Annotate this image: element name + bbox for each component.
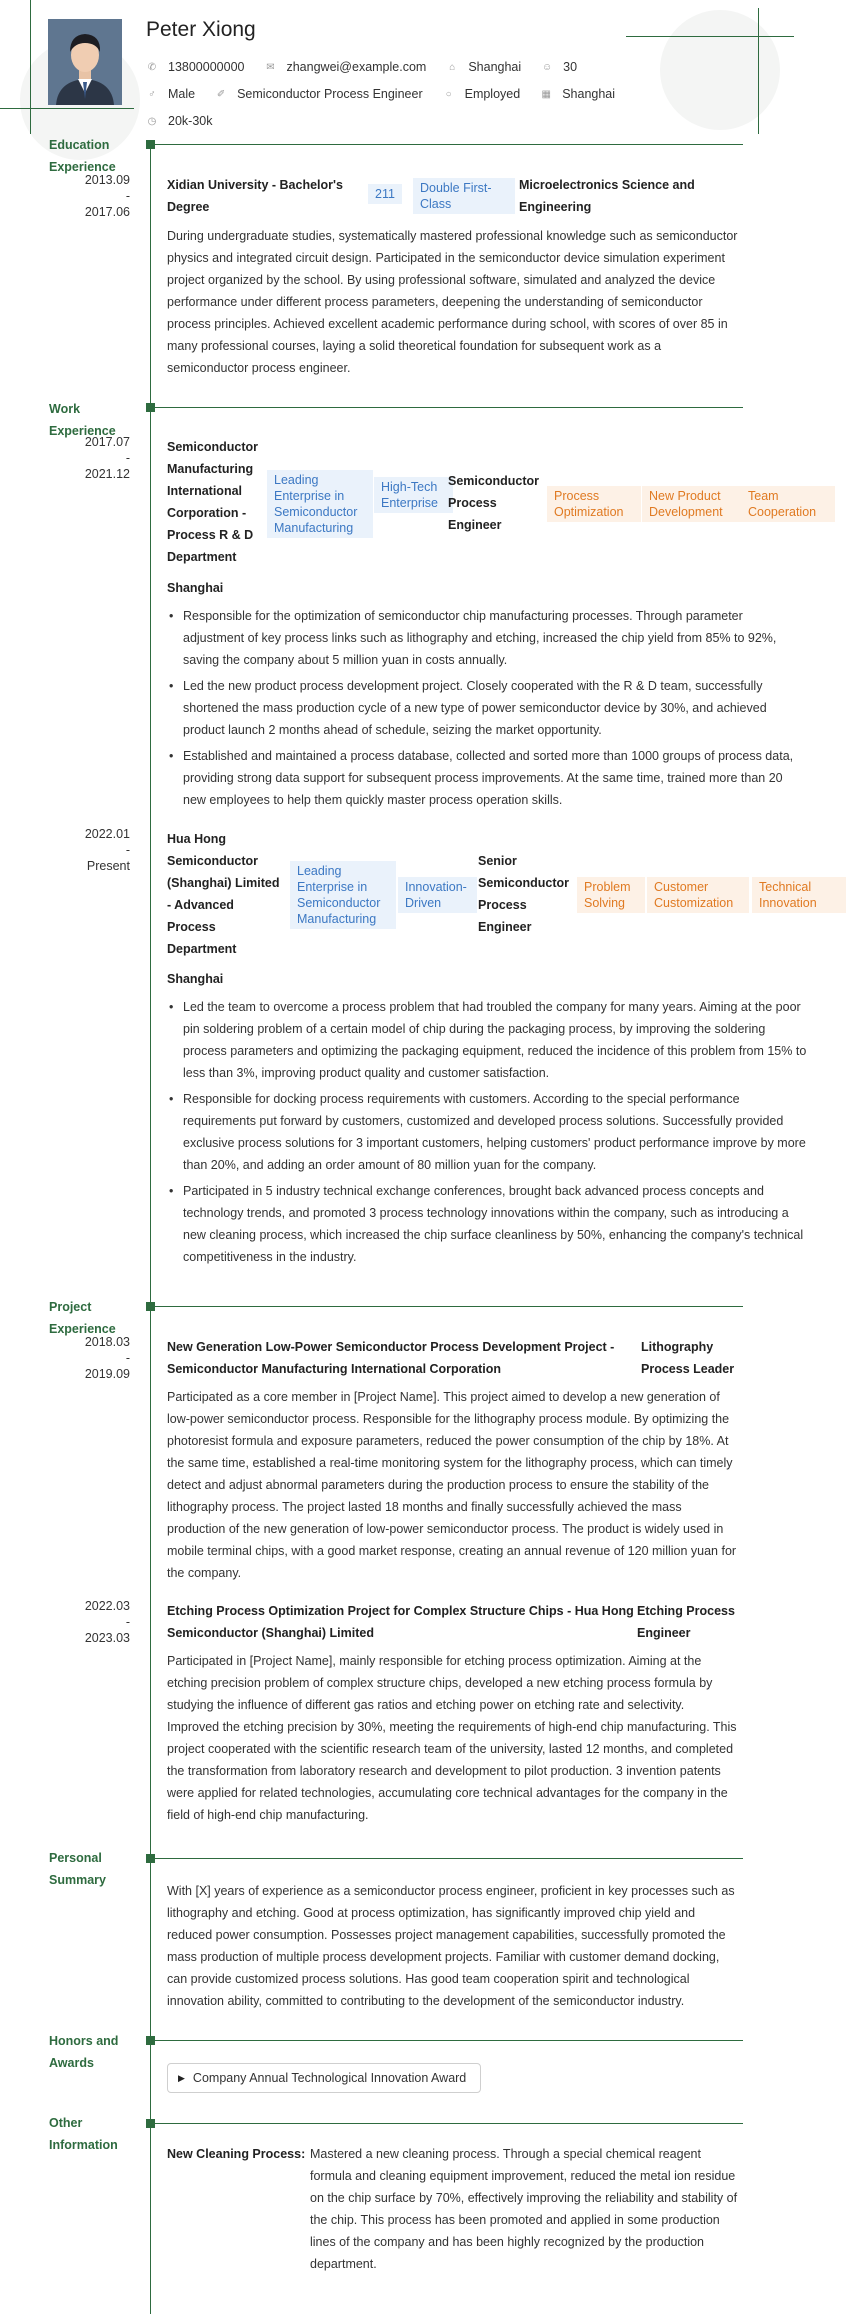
- section-divider: [155, 2123, 743, 2124]
- project-title: New Generation Low-Power Semiconductor Process Development Project - Semiconductor Manufacturing International Corporation: [167, 1340, 615, 1376]
- work-bullet: • Led the team to overcome a process problem that had troubled the company for many years. Aiming at the poor pin soldering problem of a certain model of chip during the packaging process, by improving the soldering process parameters and optimizing the packaging equipment, reduced the incidence of this problem from 15% to less than 3%, improving product quality and customer satisfaction.: [167, 996, 807, 1084]
- project-title: Etching Process Optimization Project for Complex Structure Chips - Hua Hong Semiconductor (Shanghai) Limited: [167, 1604, 634, 1640]
- section-title-project: Project Experience: [49, 1300, 116, 1336]
- salary-row: [146, 114, 232, 128]
- education-description: During undergraduate studies, systematically mastered professional knowledge such as semiconductor physics and integrated circuit design. Participated in the semiconductor device simulation experiment project organized by the school. By using professional software, simulated and analyzed the device performance under different process parameters, deepening the understanding of semiconductor process principles. Achieved excellent academic performance during school, with scores of over 85 in many professional courses, laying a solid theoretical foundation for subsequent work as a semiconductor process engineer.: [167, 229, 738, 375]
- candidate-name: Peter Xiong: [146, 18, 256, 41]
- salary: 20k-30k: [168, 114, 213, 128]
- work-bullet: • Led the new product process development project. Closely cooperated with the R & D team, successfully shortened the mass production cycle of a new type of power semiconductor device by 30%, and achieved product launch 2 months ahead of schedule, seizing the market opportunity.: [167, 675, 807, 741]
- avatar: [48, 19, 122, 105]
- section-dot: [146, 1854, 155, 1863]
- project-role: Lithography Process Leader: [641, 1340, 735, 1376]
- position: Semiconductor Process Engineer: [237, 87, 423, 101]
- section-dot: [146, 2119, 155, 2128]
- city-icon: ▦: [541, 88, 551, 100]
- corner-line-tr-h: [626, 36, 794, 37]
- gender-icon: ♂: [148, 88, 156, 100]
- age: 30: [563, 60, 578, 74]
- skill-tag: New Product Development: [642, 486, 743, 522]
- phone-icon: ✆: [147, 61, 157, 73]
- location: Shanghai: [468, 60, 522, 74]
- project-description: Participated in [Project Name], mainly responsible for etching process optimization. Aiming at the etching precision problem of complex structure chips, developed a new etching process formula by studying the influence of different gas ratios and etching power on etching rate and selectivity. Improved the etching precision by 30%, meeting the requirements of high-end chip manufacturing. This project cooperated with the scientific research team of the university, lasted 12 months, and completed the transformation from laboratory research and development to pilot production. 3 invention patents were applied for related technologies, accumulating core technical advantages for the company in the field of high-end chip manufacturing.: [167, 1654, 737, 1822]
- location-icon: ⌂: [449, 61, 456, 73]
- skill-tag: Customer Customization: [647, 877, 749, 913]
- work-bullet: • Participated in 5 industry technical exchange conferences, brought back advanced process concepts and technology trends, and promoted 3 process technology innovations within the company, such as introducing a new cleaning process, which increased the chip surface cleanliness by 50%, enhancing the company's technical competitiveness in the industry.: [167, 1180, 807, 1268]
- salary-icon: ◷: [147, 115, 157, 127]
- skill-tag: Process Optimization: [547, 486, 641, 522]
- work-bullet: • Responsible for the optimization of semiconductor chip manufacturing processes. Through parameter adjustment of key process links such as lithography and etching, increased the chip yield from 85% to 92%, saving the company about 5 million yuan in costs annually.: [167, 605, 807, 671]
- section-divider: [155, 1858, 743, 1859]
- section-title-other: Other Information: [49, 2116, 118, 2152]
- section-title-honors: Honors and Awards: [49, 2034, 119, 2070]
- company-tag: Leading Enterprise in Semiconductor Manufacturing: [267, 470, 373, 538]
- award-item[interactable]: [167, 2063, 481, 2093]
- email: zhangwei@example.com: [286, 60, 427, 74]
- play-icon: ▶: [178, 2072, 185, 2083]
- project-dates: 2018.03 - 2019.09: [84, 1335, 130, 1381]
- company-tag: Leading Enterprise in Semiconductor Manufacturing: [290, 861, 396, 929]
- education-tag: Double First-Class: [413, 178, 515, 214]
- work-city: Shanghai: [167, 972, 224, 986]
- section-divider: [155, 2040, 743, 2041]
- section-dot: [146, 1302, 155, 1311]
- other-text: Mastered a new cleaning process. Through a special chemical reagent formula and cleaning equipment improvement, reduced the metal ion residue on the chip surface by 70%, effectively improving the reliability and stability of the chip. This process has been promoted and applied in some production lines of the company and has been highly recognized by the production department.: [310, 2147, 738, 2271]
- education-major: Microelectronics Science and Engineering: [519, 178, 695, 214]
- contact-row: [146, 60, 597, 74]
- skill-tag: Team Cooperation: [741, 486, 835, 522]
- corner-line-tl-h: [0, 108, 134, 109]
- gender: Male: [168, 87, 196, 101]
- other-label: New Cleaning Process:: [167, 2147, 306, 2161]
- status: Employed: [464, 87, 521, 101]
- education-tag: 211: [368, 184, 402, 204]
- summary-text: With [X] years of experience as a semiconductor process engineer, proficient in key processes such as lithography and etching. Good at process optimization, has significantly improved chip yield and reduced power consumption. Possesses project management capabilities, successfully promoted the mass production of multiple process development projects. Familiar with customer demand docking, can provide customized process solutions. Has good team cooperation spirit and technological innovation ability, committed to contributing to the development of the semiconductor industry.: [167, 1884, 735, 2008]
- position-icon: ✐: [216, 88, 226, 100]
- work-city: Shanghai: [167, 581, 224, 595]
- section-dot: [146, 2036, 155, 2045]
- section-title-summary: Personal Summary: [49, 1851, 106, 1887]
- section-dot: [146, 403, 155, 412]
- email-icon: ✉: [266, 61, 275, 73]
- section-divider: [155, 1306, 743, 1307]
- award-label: Company Annual Technological Innovation Award: [192, 2071, 467, 2085]
- section-divider: [155, 144, 743, 145]
- project-description: Participated as a core member in [Project Name]. This project aimed to develop a new generation of low-power semiconductor process. Responsible for the lithography process module. By optimizing the photoresist formula and exposure parameters, reduced the power consumption of the chip by 18%. At the same time, established a real-time monitoring system for the lithography process, which can timely detect and adjust abnormal parameters during the production process to ensure the stability of the lithography process. The project lasted 18 months and finally successfully achieved the mass production of the new generation of low-power semiconductor process. The product is widely used in mobile terminal chips, with a good market response, creating an annual revenue of 120 million yuan for the company.: [167, 1390, 737, 1580]
- bg-circle-right: [660, 10, 780, 130]
- education-dates: 2013.09 - 2017.06: [84, 173, 130, 219]
- section-title-education: Education Experience: [49, 138, 116, 174]
- work-bullet: • Responsible for docking process requirements with customers. According to the special performance requirements put forward by customers, customized and developed process solutions. Successfully provided exclusive process solutions for 3 important customers, helping customers' product performance improve by more than 20%, and adding an order amount of 80 million yuan for the company.: [167, 1088, 807, 1176]
- work-city: Shanghai: [562, 87, 616, 101]
- skill-tag: Problem Solving: [577, 877, 645, 913]
- section-title-work: Work Experience: [49, 402, 116, 438]
- skill-tag: Technical Innovation: [752, 877, 846, 913]
- section-dot: [146, 140, 155, 149]
- section-divider: [155, 407, 743, 408]
- corner-line-tl-v: [30, 0, 31, 134]
- phone: 13800000000: [168, 60, 245, 74]
- job-row: [146, 87, 635, 101]
- work-role: Senior Semiconductor Process Engineer: [478, 854, 569, 934]
- company-tag: Innovation-Driven: [398, 877, 477, 913]
- work-bullet: • Established and maintained a process database, collected and sorted more than 1000 groups of process data, providing strong data support for subsequent process improvements. At the same time, trained more than 20 new employees to help them quickly master process operation skills.: [167, 745, 807, 811]
- company-tag: High-Tech Enterprise: [374, 477, 453, 513]
- work-company: Hua Hong Semiconductor (Shanghai) Limited - Advanced Process Department: [167, 832, 280, 956]
- status-icon: ○: [445, 88, 452, 100]
- work-dates: 2022.01 - Present: [84, 827, 130, 873]
- work-role: Semiconductor Process Engineer: [448, 474, 539, 532]
- project-role: Etching Process Engineer: [637, 1604, 735, 1640]
- work-dates: 2017.07 - 2021.12: [84, 435, 130, 481]
- work-company: Semiconductor Manufacturing International Corporation - Process R & D Department: [167, 440, 258, 564]
- timeline-line: [150, 144, 151, 2314]
- corner-line-tr-v: [758, 8, 759, 134]
- project-dates: 2022.03 - 2023.03: [84, 1599, 130, 1645]
- education-school: Xidian University - Bachelor's Degree: [167, 178, 343, 214]
- age-icon: ☺: [542, 61, 553, 73]
